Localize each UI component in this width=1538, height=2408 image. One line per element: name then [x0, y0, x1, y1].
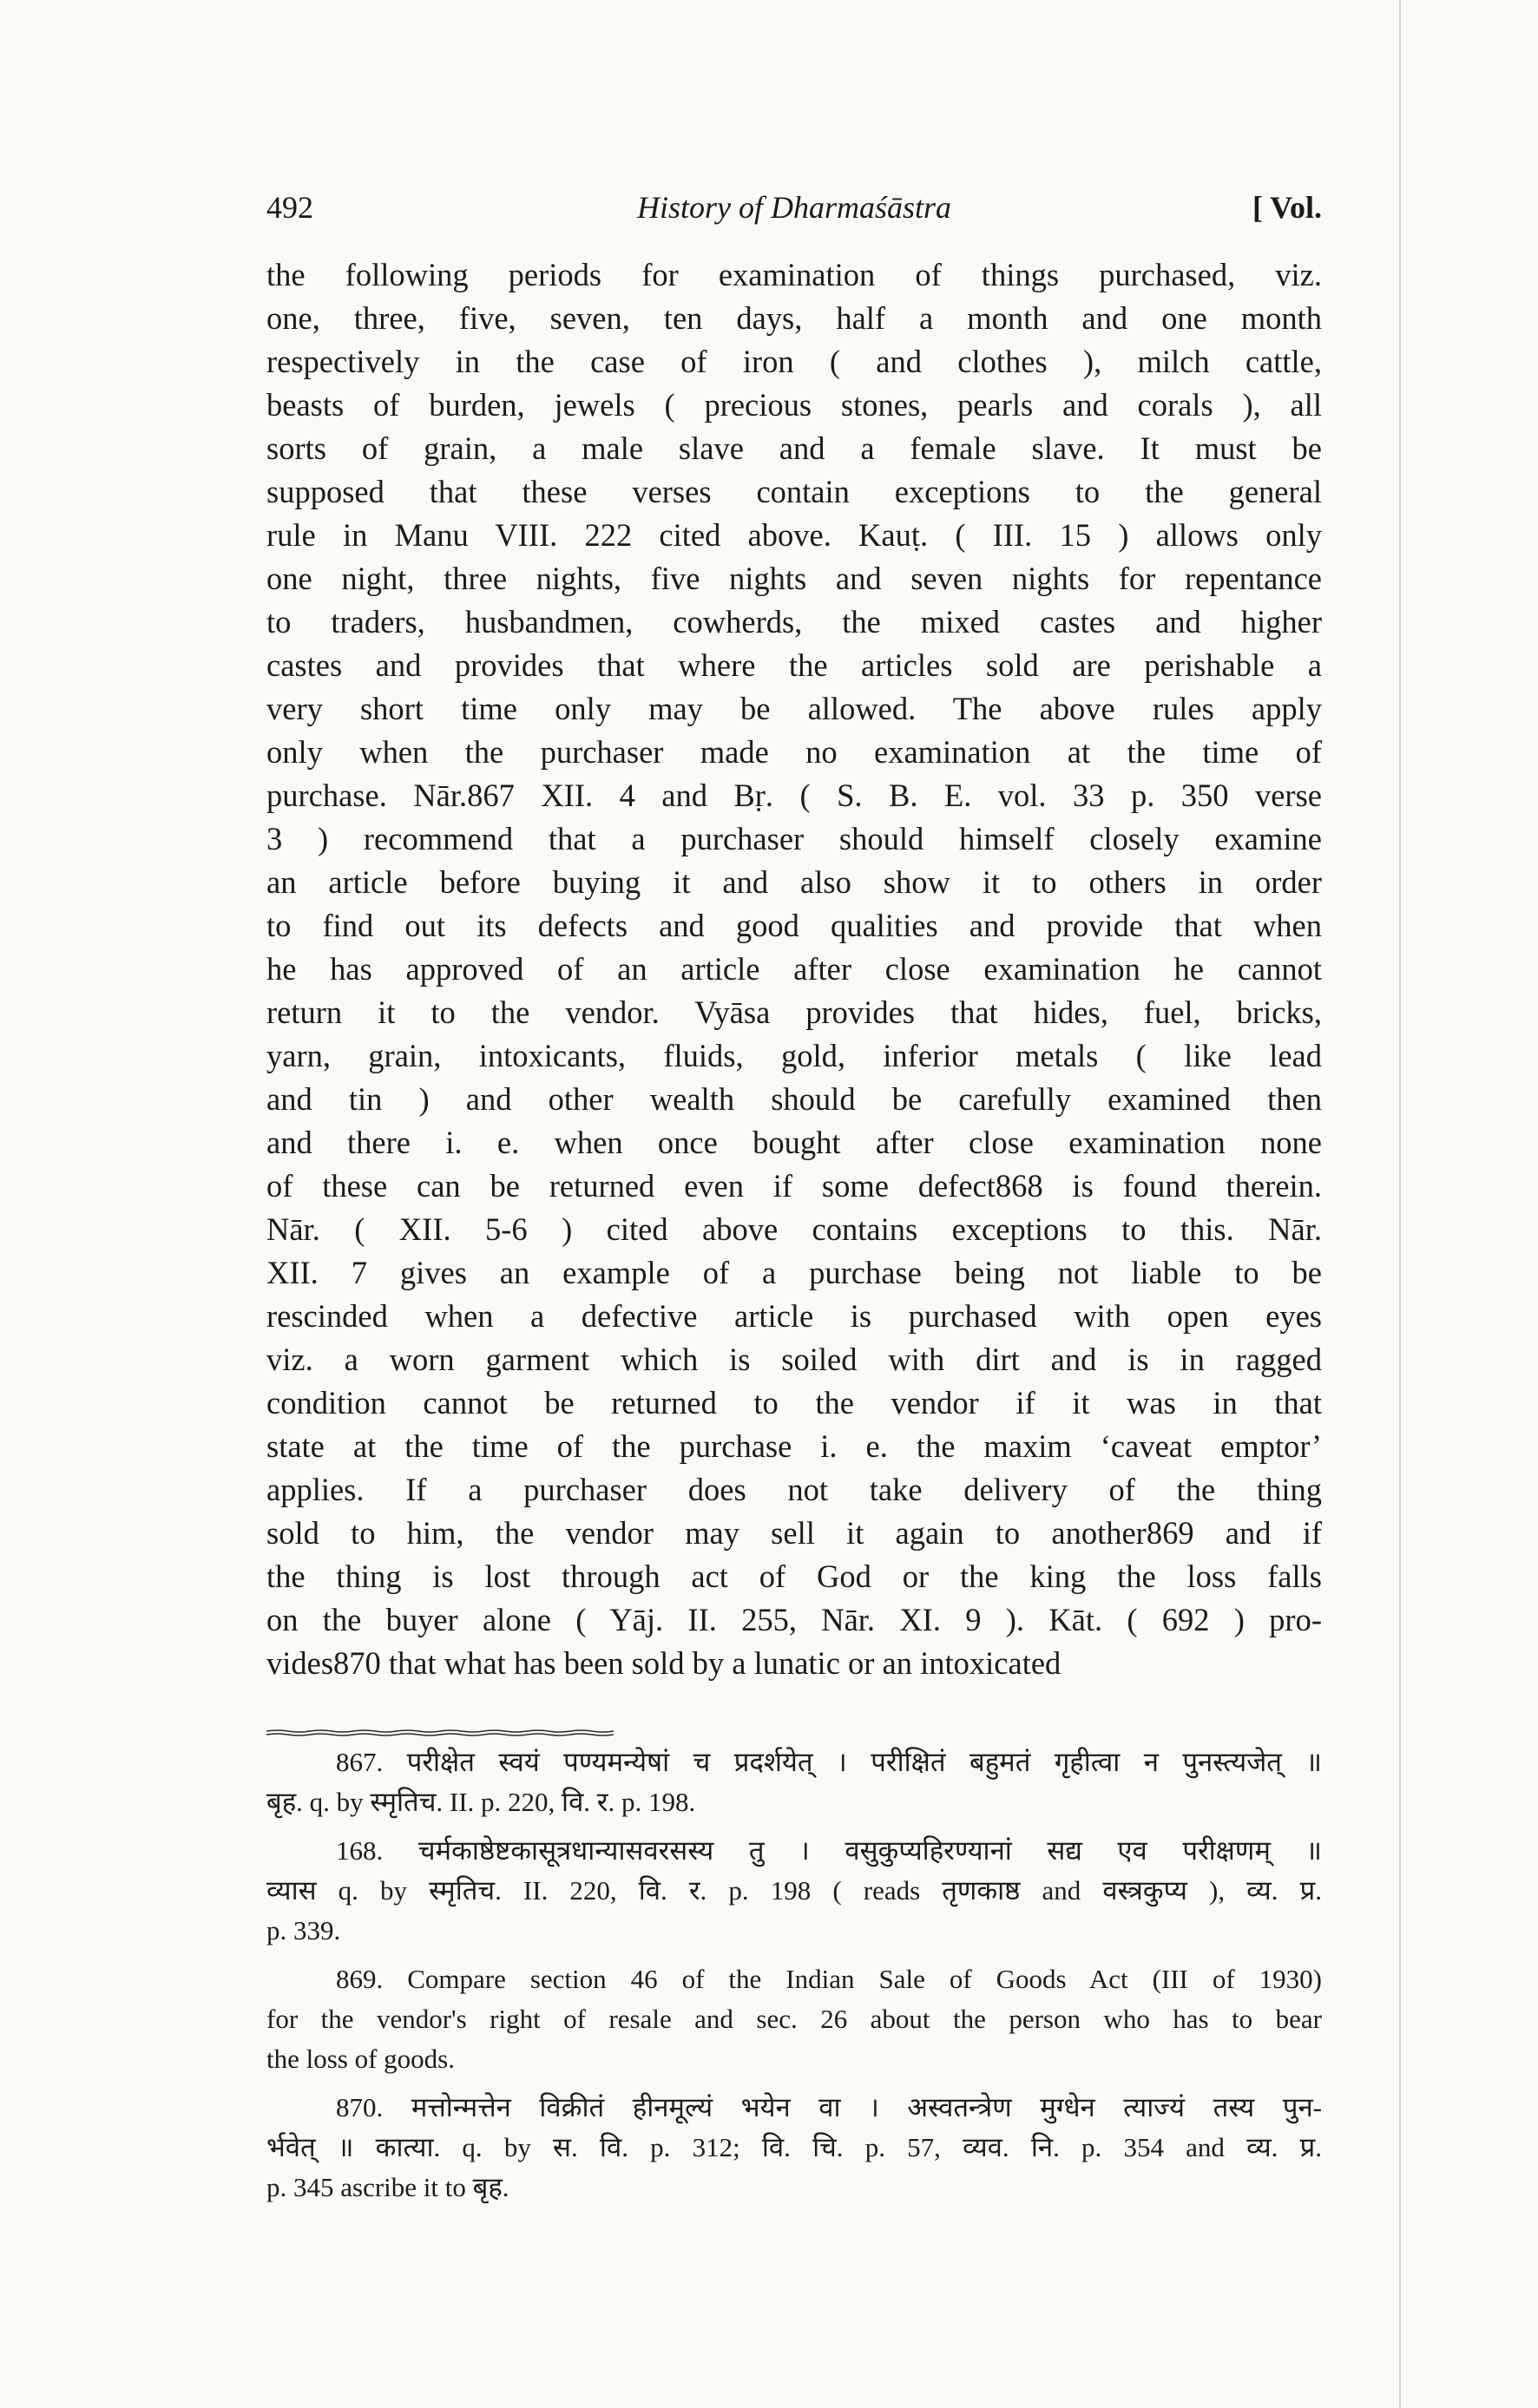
text-line: one, three, five, seven, ten days, half a month and one month: [266, 300, 1322, 336]
footnote-line: the loss of goods.: [266, 2044, 455, 2074]
text-line: applies. If a purchaser does not take delivery of the thing: [266, 1472, 1322, 1507]
footnotes: [266, 1742, 1322, 2208]
text-line: very short time only may be allowed. The above rules apply: [266, 691, 1322, 726]
footnote-divider: [266, 1729, 614, 1736]
text-line: one night, three nights, five nights and seven nights for repentance: [266, 561, 1322, 596]
text-line: Nār. ( XII. 5-6 ) cited above contains exceptions to this. Nār.: [266, 1211, 1322, 1247]
footnote-line: 867. परीक्षेत स्वयं पण्यमन्येषां च प्रदर्शयेत् । परीक्षितं बहुमतं गृहीत्वा न पुनस्त्यजेत् ॥: [336, 1747, 1322, 1777]
volume-label: [ Vol.: [1252, 190, 1322, 225]
text-line: and tin ) and other wealth should be carefully examined then: [266, 1081, 1322, 1117]
page-edge-rule: [1399, 0, 1401, 2408]
text-line: rule in Manu VIII. 222 cited above. Kauṭ. ( III. 15 ) allows only: [266, 517, 1322, 553]
text-line: respectively in the case of iron ( and clothes ), milch cattle,: [266, 344, 1322, 379]
text-line: sold to him, the vendor may sell it again to another869 and if: [266, 1515, 1322, 1551]
footnote-line: बृह. q. by स्मृतिच. II. p. 220, वि. र. p. 198.: [266, 1787, 696, 1817]
text-line: return it to the vendor. Vyāsa provides that hides, fuel, bricks,: [266, 994, 1322, 1030]
running-header: [266, 189, 1322, 233]
text-line: he has approved of an article after close examination he cannot: [266, 951, 1322, 987]
text-line: condition cannot be returned to the vendor if it was in that: [266, 1385, 1322, 1421]
text-line: to traders, husbandmen, cowherds, the mixed castes and higher: [266, 604, 1322, 640]
text-line: supposed that these verses contain exceptions to the general: [266, 474, 1322, 509]
text-line: viz. a worn garment which is soiled with dirt and is in ragged: [266, 1342, 1322, 1377]
text-line: state at the time of the purchase i. e. the maxim ‘caveat emptor’: [266, 1428, 1322, 1464]
text-line: rescinded when a defective article is purchased with open eyes: [266, 1298, 1322, 1334]
footnote-line: व्यास q. by स्मृतिच. II. 220, वि. र. p. 198 ( reads तृणकाष्ठ and वस्त्रकुप्य ), व्य. प्र.: [266, 1875, 1322, 1906]
footnote-line: 870. मत्तोन्मत्तेन विक्रीतं हीनमूल्यं भयेन वा । अस्वतन्त्रेण मुग्धेन त्याज्यं तस्य पुन-: [336, 2092, 1322, 2123]
text-line: an article before buying it and also show it to others in order: [266, 864, 1322, 900]
footnote-line: p. 345 ascribe it to बृह.: [266, 2172, 509, 2202]
text-line: only when the purchaser made no examination at the time of: [266, 734, 1322, 770]
footnote-line: for the vendor's right of resale and sec. 26 about the person who has to bear: [266, 2004, 1322, 2034]
text-line: 3 ) recommend that a purchaser should himself closely examine: [266, 821, 1322, 856]
text-line: XII. 7 gives an example of a purchase being not liable to be: [266, 1255, 1322, 1290]
footnote-line: र्भवेत् ॥ कात्या. q. by स. वि. p. 312; वि. चि. p. 57, व्यव. नि. p. 354 and व्य. प्र.: [266, 2132, 1322, 2162]
running-title: History of Dharmaśāstra: [636, 190, 952, 225]
text-line: on the buyer alone ( Yāj. II. 255, Nār. XI. 9 ). Kāt. ( 692 ) pro-: [266, 1602, 1322, 1637]
text-line: vides870 that what has been sold by a lunatic or an intoxicated: [266, 1645, 1061, 1681]
page-number: 492: [266, 190, 313, 225]
text-line: to find out its defects and good qualities and provide that when: [266, 908, 1322, 943]
text-line: beasts of burden, jewels ( precious stones, pearls and corals ), all: [266, 387, 1322, 423]
text-line: yarn, grain, intoxicants, fluids, gold, inferior metals ( like lead: [266, 1038, 1322, 1073]
text-line: the following periods for examination of things purchased, viz.: [266, 257, 1322, 292]
text-line: sorts of grain, a male slave and a female slave. It must be: [266, 430, 1322, 466]
footnote-line: 168. चर्मकाष्ठेष्टकासूत्रधान्यासवरसस्य तु । वसुकुप्यहिरण्यानां सद्य एव परीक्षणम् ॥: [336, 1835, 1322, 1866]
footnote-line: 869. Compare section 46 of the Indian Sale of Goods Act (III of 1930): [336, 1964, 1322, 1994]
text-line: castes and provides that where the articles sold are perishable a: [266, 647, 1322, 683]
text-line: the thing is lost through act of God or the king the loss falls: [266, 1558, 1322, 1594]
text-line: of these can be returned even if some defect868 is found therein.: [266, 1168, 1322, 1204]
footnote-line: p. 339.: [266, 1915, 341, 1945]
text-line: and there i. e. when once bought after close examination none: [266, 1125, 1322, 1160]
main-text: [266, 253, 1322, 1685]
text-line: purchase. Nār.867 XII. 4 and Bṛ. ( S. B. E. vol. 33 p. 350 verse: [266, 778, 1322, 813]
